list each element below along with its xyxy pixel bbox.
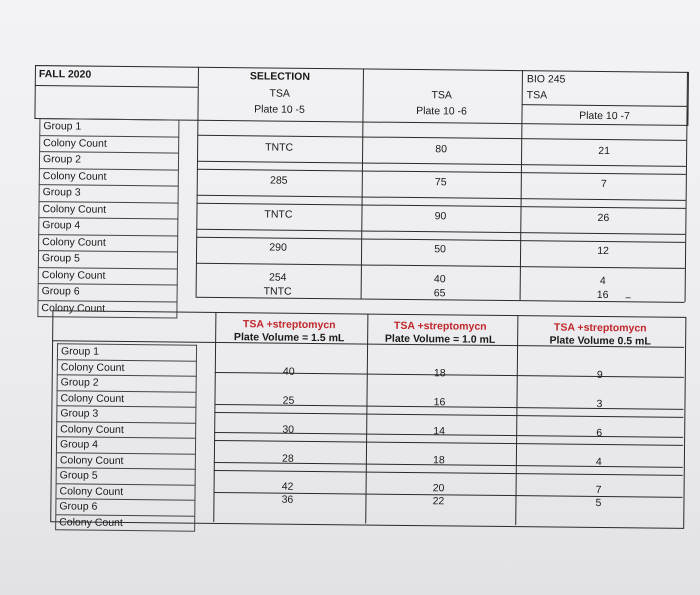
top-col3-value: 26 xyxy=(597,211,610,225)
row-label: Colony Count xyxy=(55,514,195,532)
bottom-col2-value: 22 xyxy=(432,495,445,508)
row-label: Colony Count xyxy=(39,135,179,153)
bottom-col1-header-line1: TSA +streptomycn xyxy=(242,318,336,332)
top-col3-value: 16 xyxy=(596,288,609,302)
bottom-row-label-list xyxy=(55,343,197,531)
top-col3-value: 12 xyxy=(597,244,609,258)
row-label: Group 3 xyxy=(56,405,196,422)
bottom-col2-value: 14 xyxy=(433,425,446,438)
row-label: Group 2 xyxy=(39,151,179,169)
row-label: Colony Count xyxy=(57,359,197,376)
bottom-col3-value: 9 xyxy=(596,368,603,382)
bottom-col2-header-line1: TSA +streptomycn xyxy=(393,319,487,333)
bottom-col2-value: 16 xyxy=(433,396,446,409)
top-col1-value: TNTC xyxy=(265,141,294,154)
bottom-col1-header-line2: Plate Volume = 1.5 mL xyxy=(233,331,345,345)
bottom-col3-header-line2: Plate Volume 0.5 mL xyxy=(549,334,651,348)
bottom-col3-value: 7 xyxy=(595,483,602,497)
bottom-col2-value: 20 xyxy=(432,482,445,495)
top-col2-header-line2: Plate 10 -6 xyxy=(416,105,467,118)
stray-pen-mark xyxy=(626,297,631,298)
row-label: Colony Count xyxy=(38,267,178,285)
row-label: Group 5 xyxy=(38,250,178,268)
top-col3-header-line1: BIO 245 xyxy=(526,73,566,86)
top-row-line xyxy=(197,195,686,201)
row-label: Group 1 xyxy=(39,118,179,136)
bottom-col2-value: 18 xyxy=(433,367,446,380)
bottom-col1-value: 36 xyxy=(281,493,294,506)
top-col2-value: 65 xyxy=(433,287,446,300)
row-label: Group 3 xyxy=(39,184,179,202)
top-col1-value: 290 xyxy=(269,241,287,254)
top-col3-header-line3: Plate 10 -7 xyxy=(579,109,630,123)
row-label: Colony Count xyxy=(56,452,196,469)
top-col2-header-line1: TSA xyxy=(431,89,452,102)
top-col1-value: TNTC xyxy=(264,208,293,221)
bottom-col3-value: 6 xyxy=(596,426,603,440)
row-label: Group 4 xyxy=(38,217,178,235)
top-col1-header-line2: TSA xyxy=(269,87,290,100)
top-col1-header-line3: Plate 10 -5 xyxy=(254,103,306,116)
row-label: Colony Count xyxy=(39,168,179,186)
row-label: Group 1 xyxy=(57,343,197,360)
top-col2-value: 50 xyxy=(434,243,446,256)
top-col1-value: TNTC xyxy=(263,285,292,298)
top-col2-value: 90 xyxy=(434,210,447,223)
top-col3-value: 4 xyxy=(599,274,606,288)
top-col2-value: 80 xyxy=(435,143,448,156)
row-label: Colony Count xyxy=(56,421,196,438)
row-label: Group 4 xyxy=(56,436,196,453)
bottom-col3-value: 4 xyxy=(595,455,602,469)
top-col3-value: 7 xyxy=(600,177,607,191)
row-label: Group 5 xyxy=(56,467,196,484)
top-col3-header-line2: TSA xyxy=(526,89,548,102)
corner-label: FALL 2020 xyxy=(38,68,92,81)
top-col1-header-line1: SELECTION xyxy=(249,70,311,83)
top-row-line xyxy=(196,263,685,269)
row-label: Group 6 xyxy=(38,283,178,301)
top-col1-value: 285 xyxy=(269,174,288,187)
bottom-col3-value: 3 xyxy=(596,397,603,411)
bottom-col1-value: 25 xyxy=(282,394,295,407)
top-row-line xyxy=(197,161,686,167)
top-row-line xyxy=(197,135,686,141)
top-col2-value: 75 xyxy=(434,176,447,189)
row-label: Colony Count xyxy=(38,234,178,252)
row-label: Group 6 xyxy=(55,498,195,515)
top-col2-value: 40 xyxy=(433,273,446,286)
top-row-line xyxy=(196,229,685,235)
bottom-col2-value: 18 xyxy=(432,454,445,467)
top-col1-value: 254 xyxy=(268,271,287,284)
top-row-label-list xyxy=(37,118,179,318)
bottom-col1-value: 42 xyxy=(281,480,294,493)
row-label: Colony Count xyxy=(55,483,195,500)
bottom-col1-value: 28 xyxy=(281,452,294,465)
bottom-col1-value: 40 xyxy=(282,365,295,378)
row-label: Colony Count xyxy=(37,300,177,319)
bottom-col2-header-line2: Plate Volume = 1.0 mL xyxy=(384,332,496,346)
top-col3-value: 21 xyxy=(598,144,611,158)
bottom-col3-value: 5 xyxy=(595,496,602,510)
row-label: Group 2 xyxy=(57,374,197,391)
data-sheet xyxy=(25,65,690,532)
bottom-col1-value: 30 xyxy=(282,423,295,436)
row-label: Colony Count xyxy=(38,201,178,219)
row-label: Colony Count xyxy=(56,390,196,407)
bottom-col3-header-line1: TSA +streptomycn xyxy=(553,321,647,335)
